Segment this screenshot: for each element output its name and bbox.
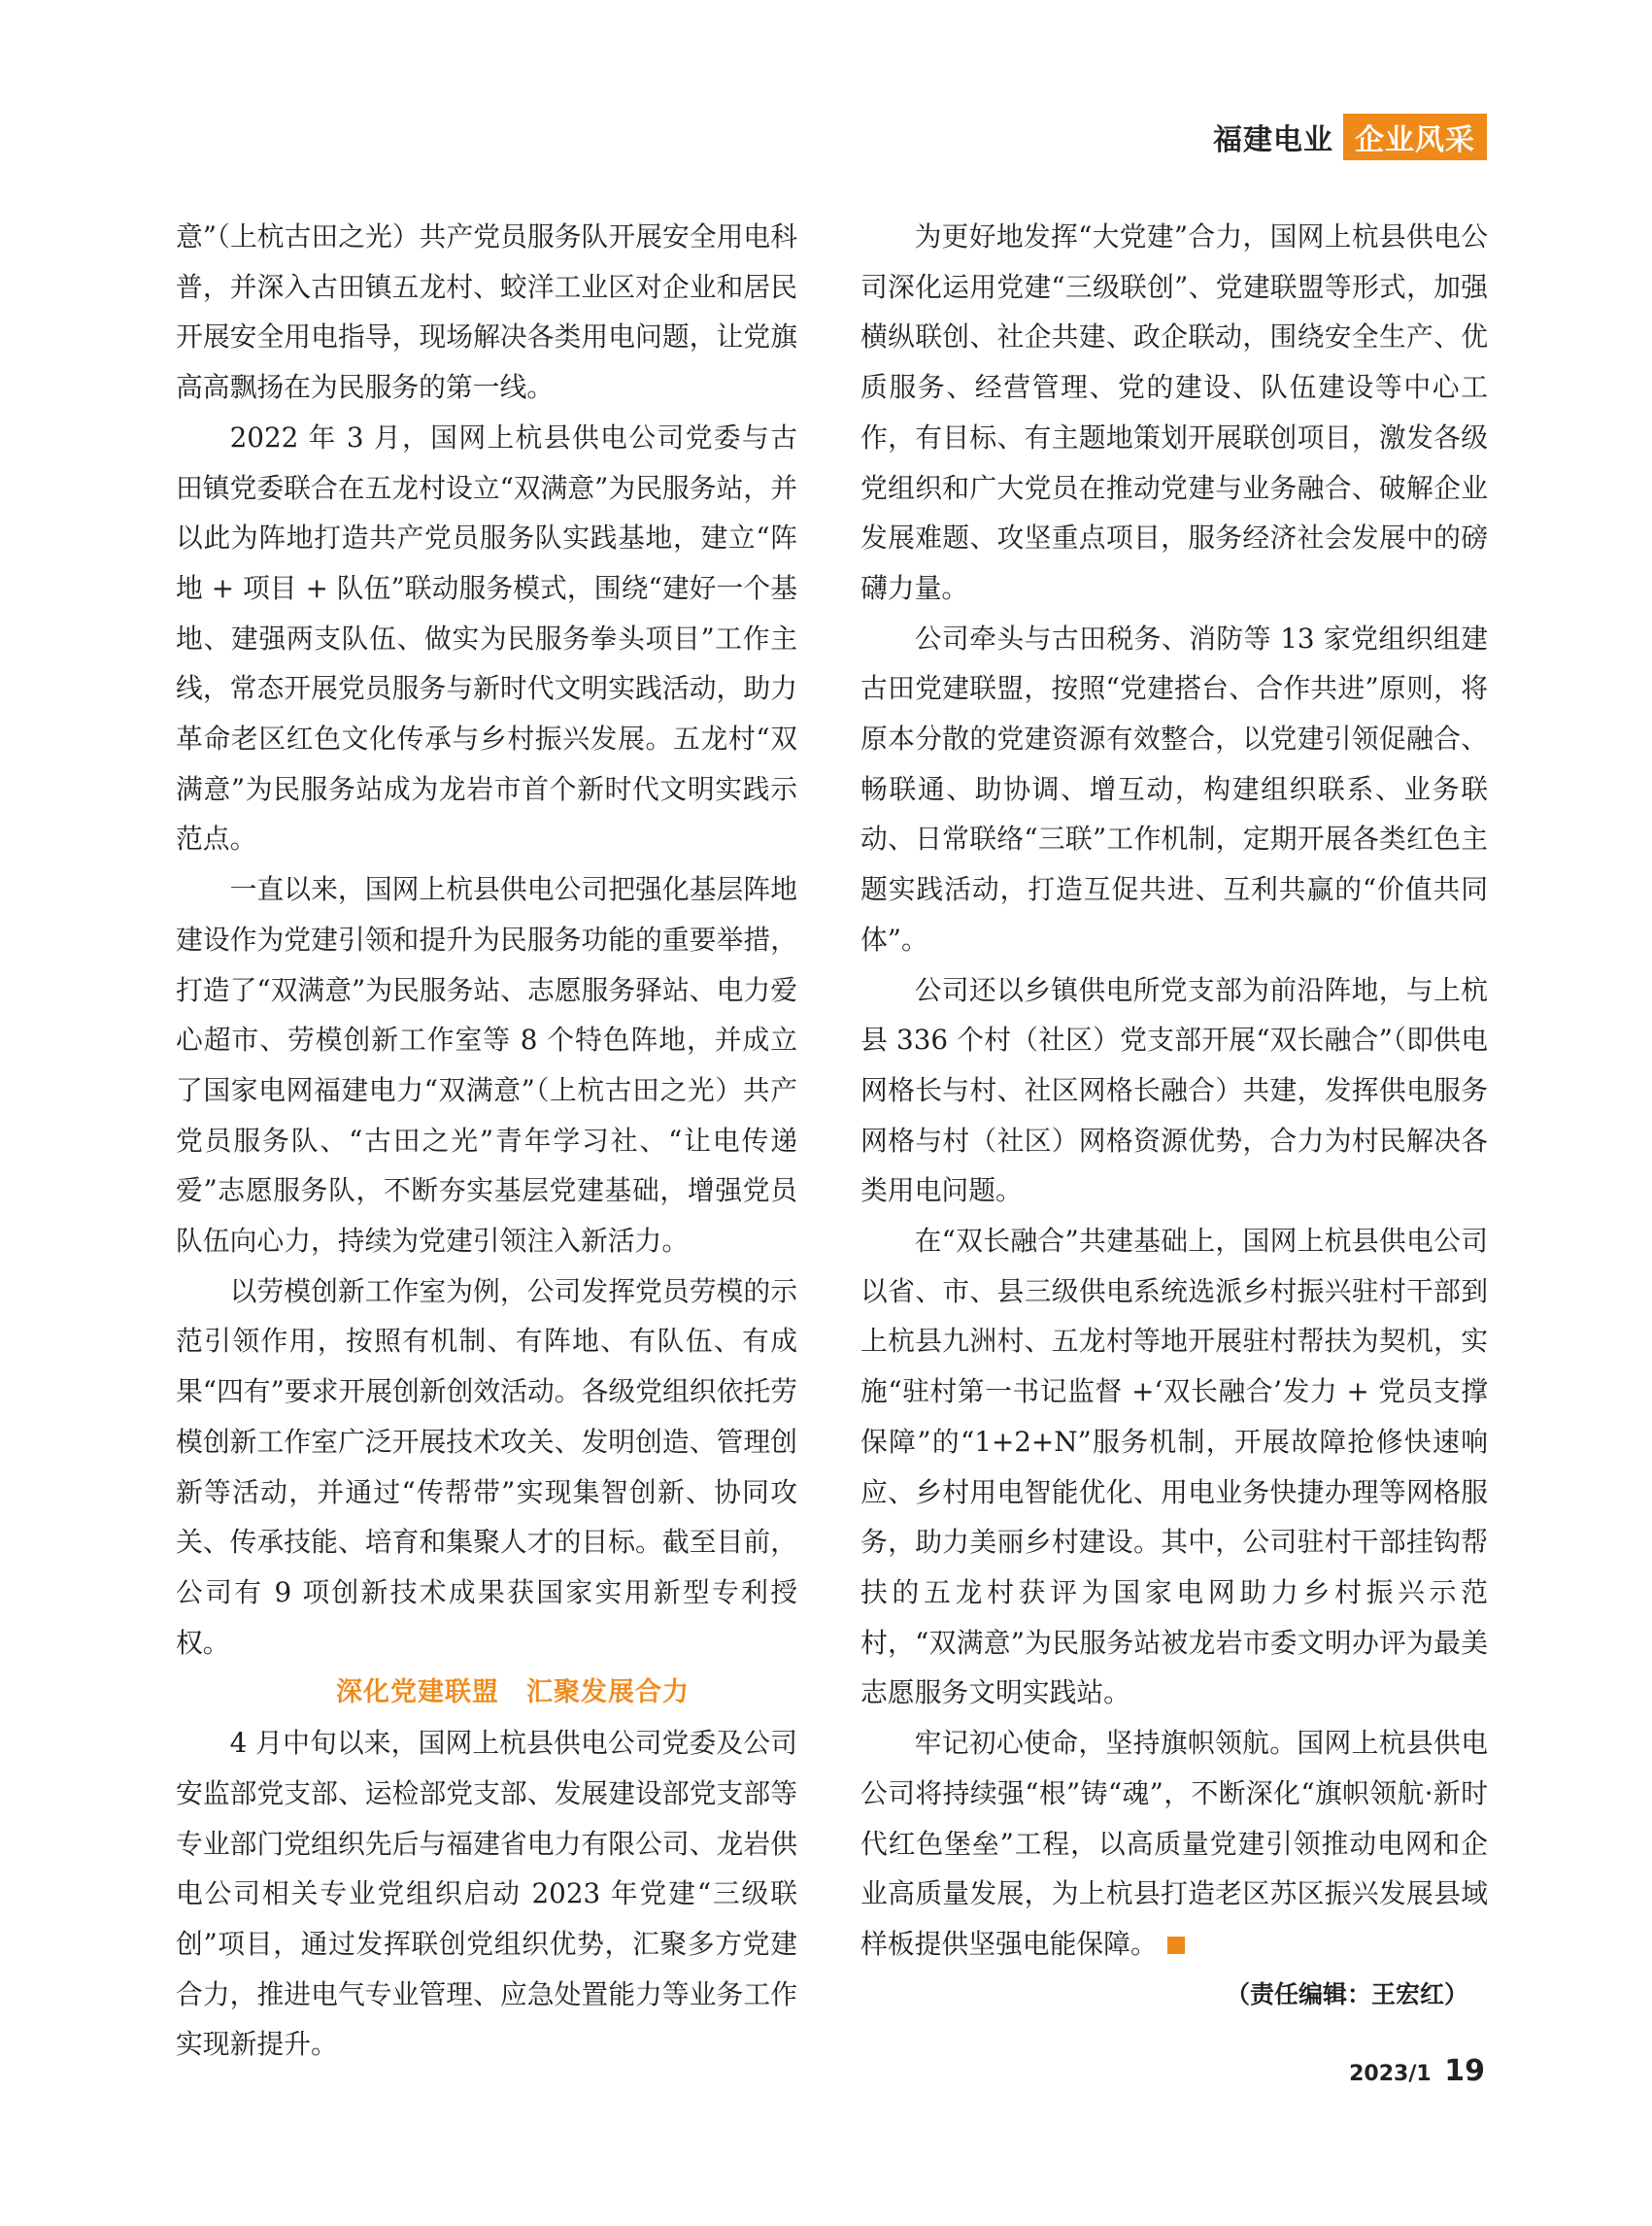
right-paragraph-2: 公司牵头与古田税务、消防等 13 家党组织组建古田党建联盟，按照“党建搭台、合作共进”原则，将原本分散的党建资源有效整合，以党建引领促融合、畅联通、助协调、增互动，构建组织联系、业务联动、日常联络“三联”工作机制，定期开展各类红色主题实践活动，打造互促共进、互利共赢的“价值共同体”。 — [860, 622, 1488, 956]
left-paragraph-5: 4 月中旬以来，国网上杭县供电公司党委及公司安监部党支部、运检部党支部、发展建设部党支部等专业部门党组织先后与福建省电力有限公司、龙岩供电公司相关专业党组织启动 2023 年党建“三级联创”项目，通过发挥联创党组织优势，汇聚多方党建合力，推进电气专业管理、应急处置能力等业务工作实现新提升。 — [176, 1727, 797, 2061]
page-header — [1213, 115, 1487, 159]
right-paragraph-3: 公司还以乡镇供电所党支部为前沿阵地，与上杭县 336 个村（社区）党支部开展“双长融合”（即供电网格长与村、社区网格长融合）共建，发挥供电服务网格与村（社区）网格资源优势，合力为村民解决各类用电问题。 — [860, 973, 1488, 1207]
left-paragraph-3: 一直以来，国网上杭县供电公司把强化基层阵地建设作为党建引领和提升为民服务功能的重要举措，打造了“双满意”为民服务站、志愿服务驿站、电力爱心超市、劳模创新工作室等 8 个特色阵地，并成立了国家电网福建电力“双满意”（上杭古田之光）共产党员服务队、“古田之光”青年学习社、“让电传递爱”志愿服务队，不断夯实基层党建基础，增强党员队伍向心力，持续为党建引领注入新活力。 — [176, 873, 797, 1258]
issue-number: 2023/1 — [1349, 2062, 1432, 2086]
subheading-part-2: 汇聚发展合力 — [526, 1677, 690, 1708]
right-paragraph-1: 为更好地发挥“大党建”合力，国网上杭县供电公司深化运用党建“三级联创”、党建联盟等形式，加强横纵联创、社企共建、政企联动，围绕安全生产、优质服务、经营管理、党的建设、队伍建设等中心工作，有目标、有主题地策划开展联创项目，激发各级党组织和广大党员在推动党建与业务融合、破解企业发展难题、攻坚重点项目，服务经济社会发展中的磅礴力量。 — [860, 220, 1488, 604]
page-number: 19 — [1444, 2054, 1485, 2088]
left-column — [176, 212, 797, 2070]
right-paragraph-4: 在“双长融合”共建基础上，国网上杭县供电公司以省、市、县三级供电系统选派乡村振兴驻村干部到上杭县九洲村、五龙村等地开展驻村帮扶为契机，实施“驻村第一书记监督 +‘双长融合’发力 + 党员支撑保障”的“1+2+N”服务机制，开展故障抢修快速响应、乡村用电智能优化、用电业务快捷办理等网格服务，助力美丽乡村建设。其中，公司驻村干部挂钩帮扶的五龙村获评为国家电网助力乡村振兴示范村，“双满意”为民服务站被龙岩市委文明办评为最美志愿服务文明实践站。 — [860, 1225, 1488, 1709]
magazine-name: 福建电业 — [1213, 123, 1333, 157]
page-footer — [1349, 2054, 1485, 2088]
left-paragraph-1: 意”（上杭古田之光）共产党员服务队开展安全用电科普，并深入古田镇五龙村、蛟洋工业区对企业和居民开展安全用电指导，现场解决各类用电问题，让党旗高高飘扬在为民服务的第一线。 — [176, 220, 797, 404]
right-paragraph-5-text: 牢记初心使命，坚持旗帜领航。国网上杭县供电公司将持续强“根”铸“魂”，不断深化“旗帜领航·新时代红色堡垒”工程，以高质量党建引领推动电网和企业高质量发展，为上杭县打造老区苏区振兴发展县域样板提供坚强电能保障。 — [860, 1727, 1488, 1960]
left-paragraph-2: 2022 年 3 月，国网上杭县供电公司党委与古田镇党委联合在五龙村设立“双满意”为民服务站，并以此为阵地打造共产党员服务队实践基地，建立“阵地 + 项目 + 队伍”联动服务模式，围绕“建好一个基地、建强两支队伍、做实为民服务拳头项目”工作主线，常态开展党员服务与新时代文明实践活动，助力革命老区红色文化传承与乡村振兴发展。五龙村“双满意”为民服务站成为龙岩市首个新时代文明实践示范点。 — [176, 421, 797, 856]
subheading-part-1: 深化党建联盟 — [336, 1677, 499, 1708]
left-paragraph-4: 以劳模创新工作室为例，公司发挥党员劳模的示范引领作用，按照有机制、有阵地、有队伍、有成果“四有”要求开展创新创效活动。各级党组织依托劳模创新工作室广泛开展技术攻关、发明创造、管理创新等活动，并通过“传帮带”实现集智创新、协同攻关、传承技能、培育和集聚人才的目标。截至目前，公司有 9 项创新技术成果获国家实用新型专利授权。 — [176, 1274, 797, 1659]
section-tag: 企业风采 — [1343, 114, 1487, 160]
right-column — [860, 212, 1488, 2019]
section-subheading — [176, 1668, 797, 1718]
right-paragraph-5 — [860, 1718, 1488, 1970]
responsible-editor: （责任编辑：王宏红） — [1225, 1979, 1468, 2008]
article-end-square-icon — [1167, 1937, 1185, 1954]
